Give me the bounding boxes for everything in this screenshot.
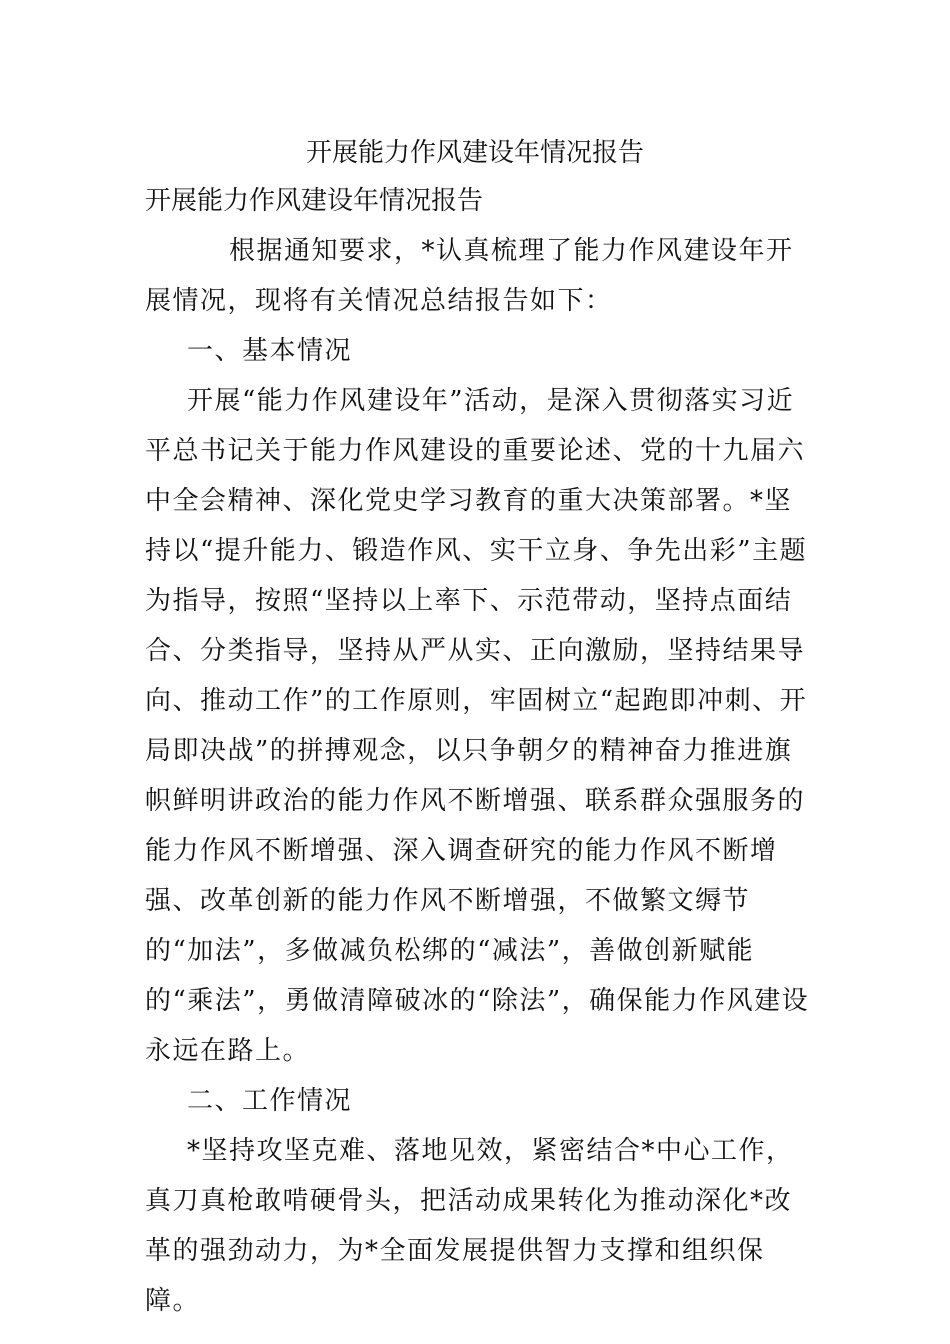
document-body: [145, 176, 811, 1326]
document-subtitle: 开展能力作风建设年情况报告: [145, 186, 484, 216]
section-heading-work: 二、工作情况: [187, 1086, 353, 1116]
section-heading-basic: 一、基本情况: [187, 336, 353, 366]
document-title: 开展能力作风建设年情况报告: [305, 138, 644, 168]
section-paragraph-work: *坚持攻坚克难、落地见效，紧密结合*中心工作，真刀真枪敢啃硬骨头，把活动成果转化为推动深化*改革的强劲动力，为*全面发展提供智力支撑和组织保障。: [145, 1136, 794, 1316]
intro-paragraph: 根据通知要求，*认真梳理了能力作风建设年开展情况，现将有关情况总结报告如下：: [145, 236, 794, 316]
section-paragraph-basic: 开展“能力作风建设年”活动，是深入贯彻落实习近平总书记关于能力作风建设的重要论述、党的十九届六中全会精神、深化党史学习教育的重大决策部署。*坚持以“提升能力、锻造作风、实干立身、争先出彩”主题为指导，按照“坚持以上率下、示范带动，坚持点面结合、分类指导，坚持从严从实、正向激励，坚持结果导向、推动工作”的工作原则，牢固树立“起跑即冲刺、开局即决战”的拼搏观念，以只争朝夕的精神奋力推进旗帜鲜明讲政治的能力作风不断增强、联系群众强服务的能力作风不断增强、深入调查研究的能力作风不断增强、改革创新的能力作风不断增强，不做繁文缛节的“加法”，多做减负松绑的“减法”，善做创新赋能的“乘法”，勇做清障破冰的“除法”，确保能力作风建设永远在路上。: [145, 386, 810, 1066]
